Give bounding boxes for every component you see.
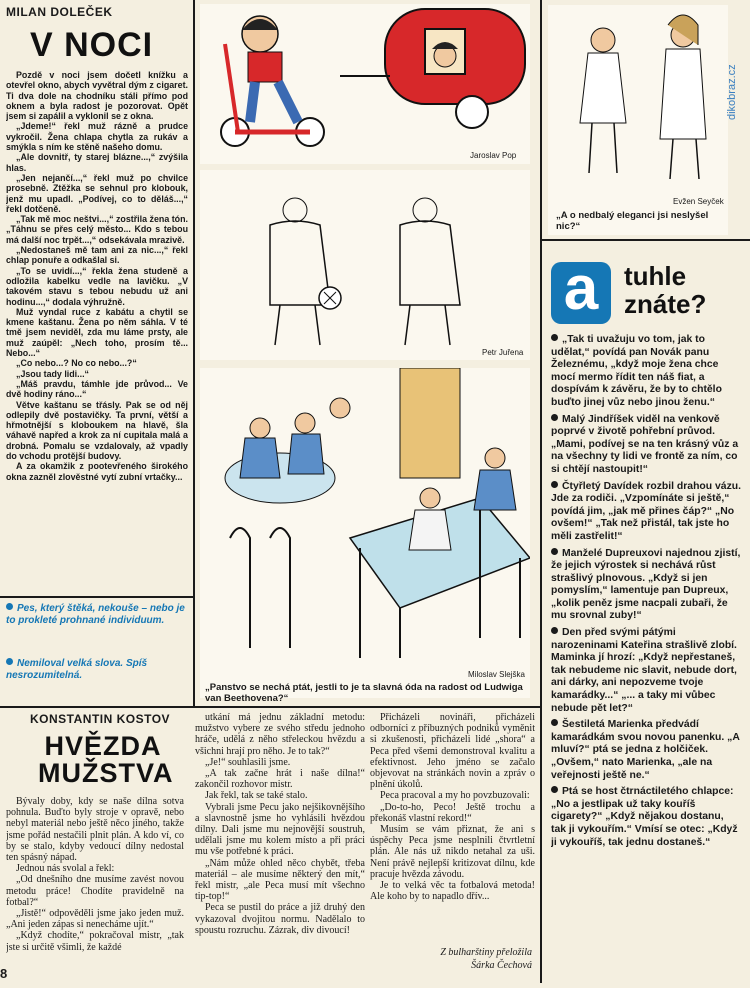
page-number: 8: [0, 966, 8, 981]
story2-col1: [6, 796, 184, 981]
story2-col2-paragraph-5: „Nám může ohled něco chybět, třeba materiál – ale musíme některý den mít,“ řekl mistr, „ale Peca musí mít všechno tip-top!“: [195, 857, 365, 903]
story2-col2-paragraph-6: Peca se pustil do práce a již druhý den vykazoval dvojitou normu. Nadělalo to spoustu rozruchu. Zázrak, div divoucí!: [195, 902, 365, 936]
bullet-icon: [551, 786, 558, 793]
column-divider-right: [540, 0, 542, 983]
cartoon-pub: [200, 368, 530, 704]
cartoon-scooter-caravan: [200, 4, 530, 164]
story1-body: [6, 70, 188, 590]
story1-paragraph-6: „To se uvidí...,“ řekla žena studeně a odložila kabelku vedle na lavičku. „V takovém stavu s tebou nebudu už ani hodinu...,“ dodala výhružně.: [6, 265, 188, 307]
tuhle-joke-text: Čtyřletý Davídek rozbil drahou vázu. Jde za rodiči. „Vzpomínáte si ještě,“ povídá jim, „jak mě přines čáp?“ „No ovšem!“ „Tak než přistál, tak jste ho měli zastřelit!“: [551, 480, 741, 542]
tuhle-joke-2: [551, 481, 741, 544]
tuhle-jokes: [551, 334, 741, 984]
cartoon1-credit: Jaroslav Pop: [470, 151, 517, 160]
pub-drawing: [200, 368, 530, 668]
tuhle-divider: [542, 239, 750, 241]
story1-paragraph-12: A za okamžik z pootevřeného širokého okna zazněl zlověstné vytí zubní vrtačky...: [6, 461, 188, 482]
story1-paragraph-3: „Jen nejančí...,“ řekl muž po chvilce prosebně. Ztěžka se sehnul pro klobouk, jenž mu upadl. „Podívej, co to děláš...,“ řekl dotčeně.: [6, 172, 188, 214]
story1-paragraph-5: „Nedostaneš mě tam ani za nic...,“ řekl chlap ponuře a odkašlal si.: [6, 245, 188, 266]
story2-col2-paragraph-3: Jak řekl, tak se také stalo.: [205, 790, 308, 802]
bullet-icon: [551, 548, 558, 555]
tuhle-joke-text: Šestiletá Marienka předvádí kamarádkám svou novou panenku. „A mluví?“ ptá se jedna z holčiček. „Ovšem,“ nato Marienka, „ale na veřejnosti ještě ne.“: [551, 719, 740, 781]
story2-col2-paragraph-1: „Je!“ souhlasili jsme.: [205, 756, 291, 768]
bullet-icon: [551, 414, 558, 421]
story1-author: MILAN DOLEČEK: [6, 5, 113, 19]
story1-paragraph-1: „Jdeme!“ řekl muž rázně a prudce vykročil. Žena chlapa chytla za rukáv a smýkla s ním ke stěně našeho domu.: [6, 121, 188, 153]
tuhle-joke-text: Manželé Dupreuxovi najednou zjistí, že jejich výrostek si nechává růst strašlivý plnovous. „Když si jen pomyslím,“ lamentuje pan Dupreux, „kolik peněz jsme nacpali zubaři, že mu srovnal zuby!“: [551, 547, 741, 622]
elegance-drawing: [548, 5, 728, 195]
tuhle-title: [624, 262, 706, 318]
tuhle-logo-letter: a: [563, 254, 599, 323]
tuhle-title-line2: znáte?: [624, 289, 707, 319]
tuhle-joke-1: [551, 414, 741, 477]
story-divider: [0, 706, 540, 708]
tuhle-joke-text: „Tak ti uvažuju vo tom, jak to udělat,“ povídá pan Novák panu Železnému, „když moje žena chce mocí mermo řídit ten náš fiat, a dospívám k závěru, že by to chtělo buďto jinej vůz nebo jinou ženu.“: [551, 334, 722, 408]
cartoon3-caption: „Panstvo se nechá ptát, jestli to je ta slavná óda na radost od Ludwiga van Beethovena?“: [205, 682, 523, 704]
story2-col1-paragraph-2: „Od dnešního dne musíme zavést novou metodu práce! Chodíte pravidelně na fotbal?“: [6, 874, 184, 908]
story2-col3-paragraph-0: Přicházeli novináři, přicházeli odborníci z příbuzných podniků vyměnit si zkušenosti, přicházeli lidé „shora“ a Peca před všemi demonstroval kvalitu a efektivnost. Jeho jméno se začalo objevovat na stránkách novin a zpráv o plnění úkolů.: [370, 712, 535, 791]
story1-paragraph-9: „Jsou tady lidi...“: [16, 368, 89, 379]
football-drunks-drawing: [200, 170, 530, 350]
story2-translator: [420, 946, 532, 972]
cartoon-elegance: [548, 5, 728, 235]
story1-paragraph-11: Větve kaštanu se třásly. Pak se od něj odlepily dvě postavičky. Ta první, větší a hřmotnější s kloboukem na hlavě, šla váhavě napřed a krok za ní cupitala malá a drobná. Pomalu se vzdalovaly, až vpadly do vchodu protější budovy.: [6, 399, 188, 461]
tuhle-logo: [551, 254, 611, 324]
story2-col3-paragraph-3: Musím se vám přiznat, že ani s úspěchy Peca jsme nesplnili čtvrtletní plán. Ale nás už nikdo netahal za uši. Není právě nejlepší kritizovat dílnu, kde pracuje hvězda závodu.: [370, 824, 535, 880]
cartoon2-credit: Petr Juřena: [482, 348, 524, 357]
story2-title: [38, 731, 174, 788]
aphorism-1: Pes, který štěká, nekouše – nebo je to prokleté prohnané individuum.: [6, 603, 185, 626]
story2-author: KONSTANTIN KOSTOV: [30, 712, 171, 726]
scooter-caravan-drawing: [200, 4, 530, 164]
story2-col2-paragraph-0: utkání má jednu základní metodu: mužstvo vybere ze svého středu jednoho hráče, udělá z něho střeleckou hvězdu a všichni hrají pro něho. Je to tak?“: [195, 712, 365, 757]
story2-col3-paragraph-1: Peca pracoval a my ho povzbuzovali:: [380, 790, 530, 802]
watermark-text: dikobraz.cz: [726, 64, 738, 120]
story1-paragraph-8: „Co nebo...? No co nebo...?“: [16, 358, 137, 369]
watermark: [726, 0, 738, 120]
story2-title-line1: HVĚZDA: [44, 731, 162, 761]
cartoon-football-drunks: [200, 170, 530, 360]
column-divider-left: [193, 0, 195, 706]
story2-col2-paragraph-2: „A tak začne hrát i naše dílna!“ zakončil rozhovor mistr.: [195, 768, 365, 791]
bullet-icon: [551, 334, 558, 341]
tuhle-joke-5: [551, 719, 741, 782]
translator-line1: Z bulharštiny přeložila: [440, 947, 532, 958]
story2-col1-paragraph-0: Bývaly doby, kdy se naše dílna sotva pohnula. Buďto byly stroje v opravě, nebo nebyl materiál nebo ještě něco jiného, takže jsme pořád nestačili plnit plán. A kdo ví, co by se stalo, kdyby vedoucí dílny nedostal ten spásný nápad.: [6, 796, 184, 864]
tuhle-joke-4: [551, 627, 741, 715]
story2-col3-paragraph-2: „Do-to-ho, Peco! Ještě trochu a překonáš vlastní rekord!“: [370, 801, 535, 824]
story1-title: V NOCI: [30, 26, 154, 64]
translator-line2: Šárka Čechová: [471, 960, 532, 971]
aphorism-2: Nemiloval velká slova. Spíš nesrozumitelná.: [6, 658, 148, 681]
story2-col2: [195, 712, 365, 982]
story2-col2-paragraph-4: Vybrali jsme Pecu jako nejšikovnějšího a slavnostně jsme ho vyhlásili hvězdou dílny. Dali jsme mu nejnovější soustruh, udělali jsme mu kolem místo a při práci mu vše potřebné k práci.: [195, 801, 365, 858]
tuhle-joke-text: Den před svými pátými narozeninami Kateřina strašlivě zlobí. Maminka jí hrozí: „Když nepřestaneš, tak nebudeme nic slavit, nebude dort, ani dárky, ani nepozveme tvoje kamarádky...“ „... a taky mi vůbec nebude pět let?“: [551, 627, 737, 714]
story1-paragraph-2: „Ale dovnitř, ty starej blázne...,“ zvýšila hlas.: [6, 152, 188, 173]
aphorism-divider: [0, 596, 193, 598]
story2-col1-paragraph-4: „Když chodíte,“ pokračoval mistr, „tak jste si určitě všimli, že každé: [6, 930, 184, 953]
tuhle-joke-0: [551, 334, 741, 410]
story2-col3: [370, 712, 535, 940]
tuhle-joke-3: [551, 548, 741, 624]
cartoon4-caption: „A o nedbalý eleganci jsi neslyšel nic?“: [556, 210, 709, 232]
story2-col1-paragraph-3: „Jistě!“ odpověděli jsme jako jeden muž. „Ani jeden zápas si nenecháme ujít.“: [6, 908, 184, 931]
tuhle-title-line1: tuhle: [624, 261, 687, 291]
bullet-icon: [551, 627, 558, 634]
cartoon4-credit: Evžen Seyček: [673, 197, 724, 206]
tuhle-joke-text: Malý Jindříšek viděl na venkově poprvé v životě pohřební průvod. „Mami, podívej se na ten krásný vůz a na všechny ty lidi ve frontě za ním, co si chtějí nastoupit!“: [551, 413, 739, 475]
tuhle-joke-text: Ptá se host čtrnáctiletého chlapce: „No a jestlipak už taky kouříš cigarety?“ „Když nějakou dostanu, tak ji vykouřím.“ Vmísí se otec: „Když ji vykouříš, tak jednu dostaneš.“: [551, 786, 738, 848]
tuhle-joke-6: [551, 786, 741, 849]
bullet-icon: [551, 719, 558, 726]
cartoon3-credit: Miloslav Slejška: [468, 670, 525, 679]
story1-paragraph-4: „Tak mě moc neštvi...,“ zostřila žena tón. „Táhnu se přes celý město... Kdo s tebou má další noc trpět...,“ odsekávala mrazivě.: [6, 214, 188, 245]
story2-col1-paragraph-1: Jednou nás svolal a řekl:: [16, 863, 115, 875]
story1-paragraph-0: Pozdě v noci jsem dočetl knížku a otevřel okno, abych vyvětral dým z cigaret. Ti dva dole na chodníku stáli přímo pod oknem a byla radost je pozorovat. Opět jsem si zapálil a vyklonil se z okna.: [6, 70, 188, 122]
bullet-icon: [551, 481, 558, 488]
story2-title-line2: MUŽSTVA: [38, 758, 174, 788]
story2-col3-paragraph-4: Je to velká věc ta fotbalová metoda! Ale koho by to napadlo dřív...: [370, 880, 535, 903]
story1-paragraph-7: Muž vyndal ruce z kabátu a chytil se kmene kaštanu. Žena po něm sáhla. V té tmě jsem neviděl, zda mu láme prsty, ale muž zaúpěl: „Nech toho, prosím tě... Nebo...“: [6, 306, 188, 359]
story1-paragraph-10: „Máš pravdu, támhle jde průvod... Ve dvě hodiny ráno...“: [6, 378, 188, 400]
